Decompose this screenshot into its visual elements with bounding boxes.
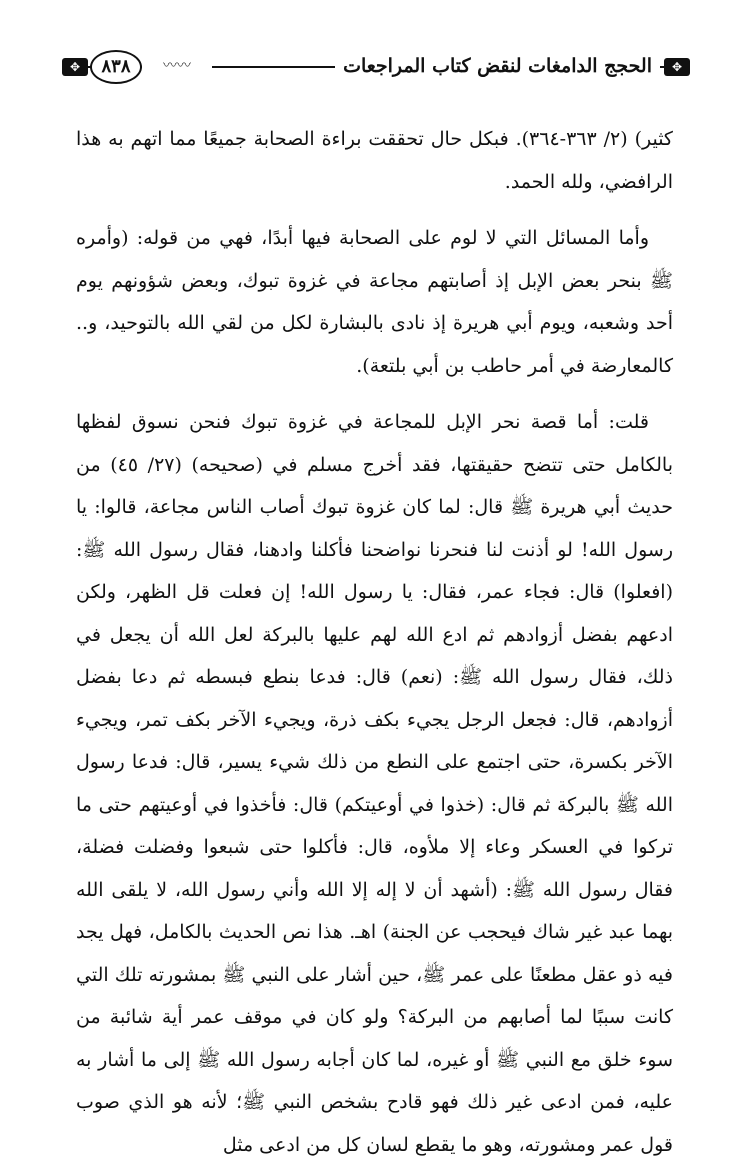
flourish-ornament-icon: 〰〰 [142,56,212,76]
paragraph-2: وأما المسائل التي لا لوم على الصحابة فيها أبدًا، فهي من قوله: (وأمره ﷺ بنحر بعض الإبل إذ أصابتهم مجاعة في غزوة تبوك، وبعض شؤونهم يوم أحد وشعبه، ويوم أبي هريرة إذ نادى بالبشارة لكل من لقي الله بالتوحيد، و.. كالمعارضة في أمر حاطب بن أبي بلتعة). [76,227,673,377]
running-title: الحجج الدامغات لنقض كتاب المراجعات [335,52,660,80]
page-header [62,50,690,84]
paragraph-3: قلت: أما قصة نحر الإبل للمجاعة في غزوة تبوك فنحن نسوق لفظها بالكامل حتى تتضح حقيقتها، فقد أخرج مسلم في (صحيحه) (٢٧/ ٤٥) من حديث أبي هريرة ﷺ قال: لما كان غزوة تبوك أصاب الناس مجاعة، قالوا: يا رسول الله! لو أذنت لنا فنحرنا نواضحنا فأكلنا وادهنا، فقال رسول الله ﷺ: (افعلوا) قال: فجاء عمر، فقال: يا رسول الله! إن فعلت قل الظهر، ولكن ادعهم بفضل أزوادهم ثم ادع الله لهم عليها بالبركة لعل الله أن يجعل في ذلك، فقال رسول الله ﷺ: (نعم) قال: فدعا بنطع فبسطه ثم دعا بفضل أزوادهم، قال: فجعل الرجل يجيء بكف ذرة، ويجيء الآخر بكف تمر، ويجيء الآخر بكسرة، حتى اجتمع على النطع من ذلك شيء يسير، قال: فدعا رسول الله ﷺ بالبركة ثم قال: (خذوا في أوعيتكم) قال: فأخذوا في أوعيتهم حتى ما تركوا في العسكر وعاء إلا ملأوه، قال: فأكلوا حتى شبعوا وفضلت فضلة، فقال رسول الله ﷺ: (أشهد أن لا إله إلا الله وأني رسول الله، لا يلقى الله بهما عبد غير شاك فيحجب عن الجنة) اهـ. هذا نص الحديث بالكامل، فهل يجد فيه ذو عقل مطعنًا على عمر ﷺ، حين أشار على النبي ﷺ بمشورته تلك التي كانت سببًا لما أصابهم من البركة؟ ولو كان في موقف عمر أية شائبة من سوء خلق مع النبي ﷺ أو غيره، لما كان أجابه رسول الله ﷺ إلى ما أشار به عليه، فمن ادعى غير ذلك فهو قادح بشخص النبي ﷺ؛ لأنه هو الذي صوب قول عمر ومشورته، وهو ما يقطع لسان كل من ادعى مثل [76,411,673,1156]
ornament-right-icon: ✥ [664,58,690,76]
paragraph-1: كثير) (٢/ ٣٦٣-٣٦٤). فبكل حال تحققت براءة الصحابة جميعًا مما اتهم به هذا الرافضي، ولله الحمد. [76,128,673,193]
page-number: ٨٣٨ [90,50,142,84]
page-body [76,118,673,1166]
ornament-left-icon: ✥ [62,58,88,76]
